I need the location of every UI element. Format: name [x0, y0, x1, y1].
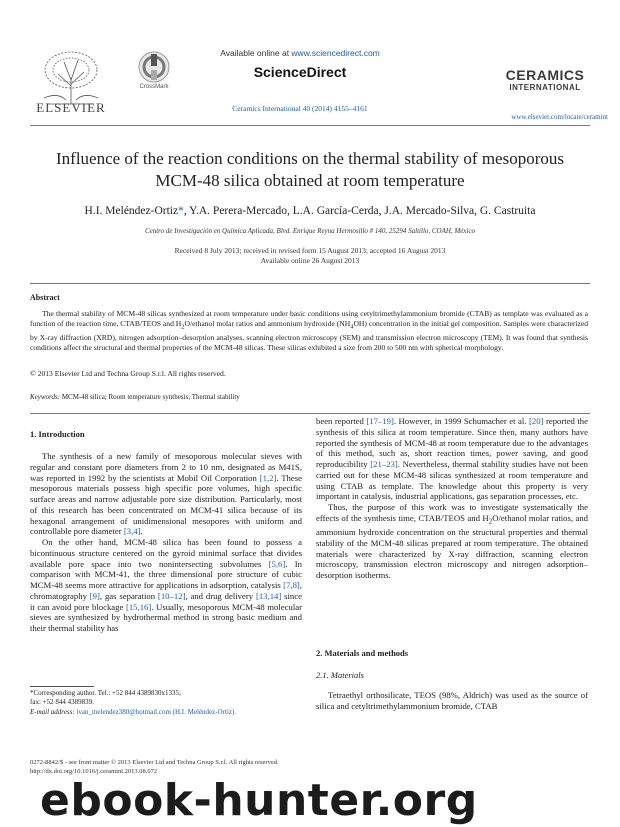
footnote-fax: fax: +52 844 4389839. [30, 698, 94, 707]
abstract-bottom-rule [30, 413, 590, 414]
author-email-link[interactable]: ivan_melendez380@hotmail.com (H.I. Meléndez-Ortiz). [76, 707, 237, 716]
intro-paragraph-3: been reported [17–19]. However, in 1999 Schumacher et al. [20] reported the synthesis of this silica at room temperature. Since then, many authors have reported the synthesis of MCM-48 at room temperature due to the advantages of this method, such as, short reaction times, power saving, and good reproducibility [21–23]. Nevertheless, thermal stability studies have not been carried out for these MCM-48 silicas synthesized at room temperature and using CTAB as template. The knowledge about this property is very important in catalysis, industrial applications, gas separation processes, etc. [316, 416, 589, 502]
journal-reference-link[interactable]: Ceramics International 40 (2014) 4155–4161 [232, 104, 368, 113]
journal-homepage-link[interactable]: www.elsevier.com/locate/ceramint [511, 113, 608, 121]
citation-link[interactable]: [20] [528, 416, 544, 426]
corresponding-author-footnote [30, 689, 310, 717]
abstract-heading: Abstract [30, 293, 60, 302]
journal-logo-subtitle: INTERNATIONAL [509, 83, 581, 92]
elsevier-tree-logo [38, 48, 104, 106]
citation-link[interactable]: [7,8] [283, 580, 300, 590]
materials-paragraph: Tetraethyl orthosilicate, TEOS (98%, Aldrich) was used as the source of silica and cetyltrimethylammonium bromide, CTAB [316, 690, 588, 711]
author-list [30, 205, 590, 217]
abstract-body: The thermal stability of MCM-48 silicas synthesized at room temperature under basic conditions using cetyltrimethylammonium bromide (CTAB) as template was evaluated as a function of the reaction time, CTAB/TEOS and $H_2O$/ethanol molar ratios and ammonium hydroxide $(NH_4OH)$ concentration in the initial gel composition. Samples were characterized by X-ray diffraction (XRD), nitrogen adsorption–desorption analyses, scanning electron microscopy (SEM) and transmission electron microscopy (TEM). It was found that synthesis conditions affect the structural and thermal properties of the MCM-48 silicas. These silicas exhibited a size from 200 to 500 nm with spherical morphology. [30, 309, 589, 353]
citation-link[interactable]: [9] [89, 590, 100, 601]
footnote-rule [30, 686, 94, 687]
front-matter-copyright: 0272-8842/$ - see front matter © 2013 Elsevier Ltd and Techna Group S.r.l. All rights reserved. [30, 759, 279, 766]
citation-link[interactable]: [5,6] [268, 558, 286, 569]
sciencedirect-wordmark: ScienceDirect [253, 64, 347, 80]
crossmark-icon[interactable] [137, 50, 171, 84]
section-heading-materials-methods: 2. Materials and methods [316, 648, 409, 658]
page-footer [30, 759, 430, 776]
intro-column-right [316, 416, 588, 581]
footnote-email: E-mail address: ivan_melendez380@hotmail.com (H.I. Meléndez-Ortiz). [30, 707, 237, 716]
citation-link[interactable]: [3,4] [123, 526, 141, 537]
citation-link[interactable]: [21–23] [370, 459, 398, 469]
corresponding-author-marker[interactable]: * [178, 205, 184, 217]
watermark-text: ebook-hunter.org [40, 775, 478, 826]
intro-column-left [30, 451, 302, 634]
citation-link[interactable]: [15,16] [125, 601, 152, 612]
available-date: Available online 26 August 2013 [260, 256, 360, 265]
section-heading-introduction: 1. Introduction [30, 429, 85, 439]
keywords-label: Keywords: [30, 393, 61, 401]
keywords-list: MCM-48 silica; Room temperature synthesis; Thermal stability [60, 393, 240, 401]
intro-paragraph-1: The synthesis of a new family of mesoporous molecular sieves with regular and constant pore diameters from 2 to 10 nm, designated as M41S, was reported in 1992 by the scientists at Mobil Oil Corporation [1,2]. These mesoporous materials possess high specific pore volumes, high specific surface areas and narrow adjustable pore size distribution. Particularly, most of this research has been concentrated on MCM-41 silica because of its hexagonal arrangement of unidimensional mesopores with uniform and controllable pore diameter [3,4]. [30, 451, 302, 537]
doi-link[interactable]: http://dx.doi.org/10.1016/j.ceramint.2013.08.072 [30, 767, 158, 775]
article-dates [40, 246, 580, 266]
citation-link[interactable]: [10–12] [157, 590, 186, 601]
citation-link[interactable]: [13,14] [255, 590, 282, 601]
article-title: Influence of the reaction conditions on the thermal stability of mesoporous MCM-48 silica obtained at room temperature [56, 149, 564, 190]
citation-link[interactable]: [17–19] [366, 416, 394, 426]
available-prefix: Available online at [220, 48, 292, 58]
citation-link[interactable]: [1,2] [259, 472, 277, 483]
abstract-top-rule [30, 283, 590, 284]
crossmark-label: CrossMark [139, 84, 169, 90]
header-rule [30, 125, 590, 126]
elsevier-wordmark: ELSEVIER [36, 100, 106, 115]
intro-paragraph-4: Thus, the purpose of this work was to investigate systematically the effects of the synthesis time, CTAB/TEOS and $H_2O$/ethanol molar ratios, and ammonium hydroxide concentration on the structural properties and thermal stability of the MCM-48 silicas prepared at room temperature. The obtained materials were characterized by X-ray diffraction, scanning electron microscopy, transmission electron microscopy and nitrogen adsorption–desorption isotherms. [316, 502, 589, 581]
footnote-tel: *Corresponding author. Tel.: +52 844 4389830x1335; [30, 689, 181, 697]
received-dates: Received 8 July 2013; received in revised form 15 August 2013; accepted 16 August 2013 [174, 246, 446, 255]
journal-logo-title: CERAMICS [505, 67, 585, 83]
affiliation: Centro de Investigación en Química Aplicada, Blvd. Enrique Reyna Hermosillo # 140, 25294 Saltillo, COAH, México [144, 227, 476, 235]
other-authors: , Y.A. Perera-Mercado, L.A. García-Cerda, J.A. Mercado-Silva, G. Castruita [183, 205, 536, 217]
intro-paragraph-2: On the other hand, MCM-48 silica has been found to possess a bicontinuous structure centered on the gyroid minimal surface that divides available pore space into two nonintersecting subvolumes [5,6]. In comparison with MCM-41, the three dimensional pore structure of cubic MCM-48 seems more attractive for applications in adsorption, catalysis [7,8], chromatography [9], gas separation [10–12], and drug delivery [13,14] since it can avoid pore blockage [15,16]. Usually, mesoporous MCM-48 molecular sieves are synthesized by hydrothermal method in strong basic medium and their thermal stability has [30, 537, 302, 633]
first-author: H.I. Meléndez-Ortiz [84, 205, 179, 217]
abstract-copyright: © 2013 Elsevier Ltd and Techna Group S.r.l. All rights reserved. [30, 369, 226, 378]
subsection-heading-materials: 2.1. Materials [316, 670, 364, 680]
available-online-line [200, 48, 400, 58]
sciencedirect-link[interactable]: www.sciencedirect.com [291, 48, 380, 58]
keywords [30, 393, 588, 401]
